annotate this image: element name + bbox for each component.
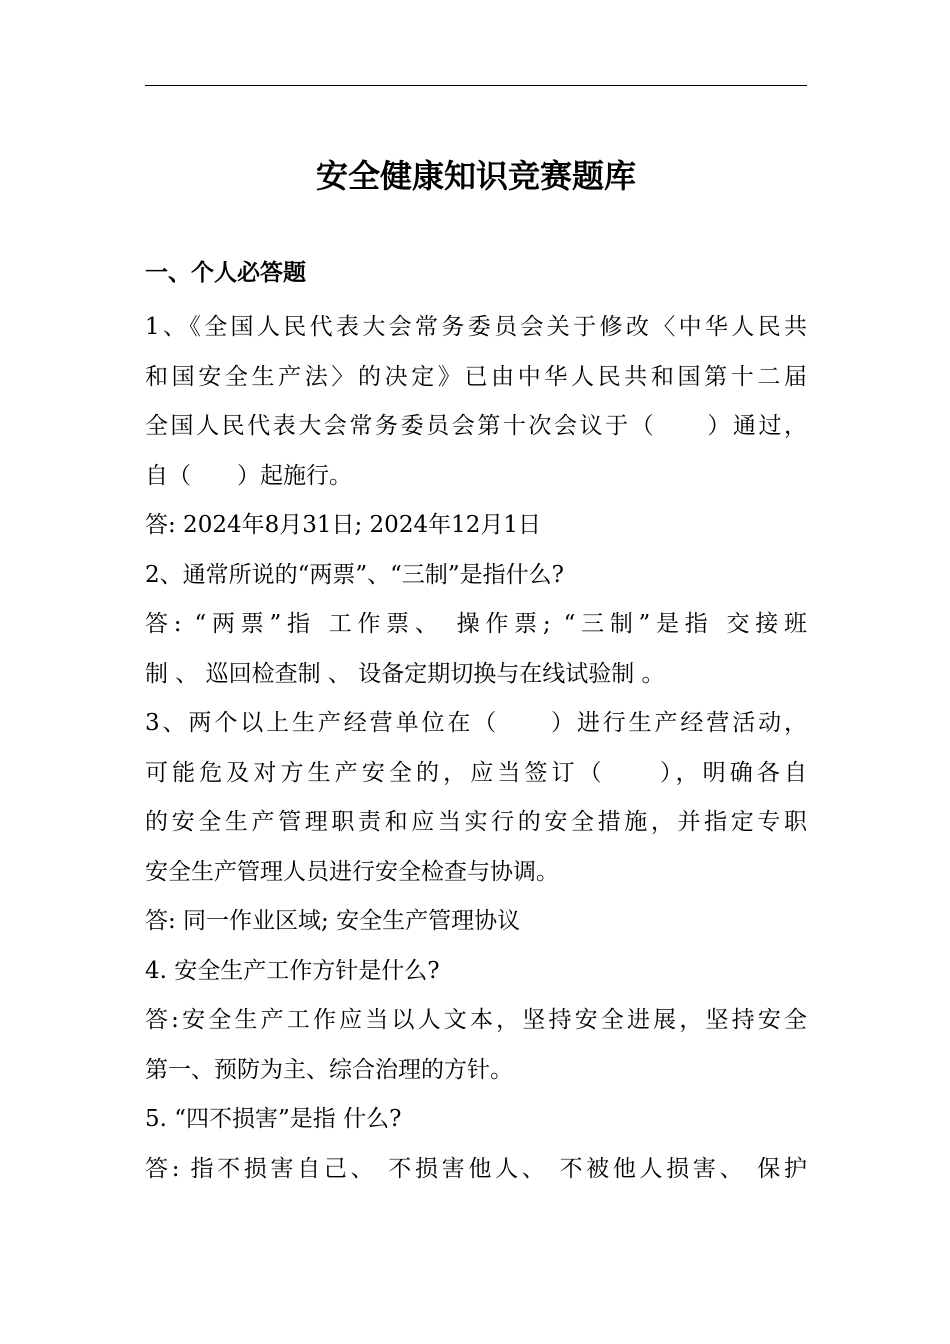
q1-line-4: 自（ ）起施行。 [145,462,352,489]
q3-answer: 答: 同一作业区域; 安全生产管理协议 [145,908,521,934]
q5-line-1: 5. “四不损害”是指 什么? [145,1106,402,1132]
q3-line-2: 可能危及对方生产安全的，应当签订（ ），明确各自 [145,759,807,786]
q2-line-1: 2、通常所说的“两票”、“三制”是指什么? [145,561,564,588]
q4-answer-line-2: 第一、预防为主、综合治理的方针。 [145,1056,513,1083]
q2-answer-line-1: 答: “两票”指 工作票、 操作票; “三制”是指 交接班 [145,611,807,637]
document-body [145,303,807,1194]
section-heading: 一、个人必答题 [145,260,306,286]
q1-line-3: 全国人民代表大会常务委员会第十次会议于（ ）通过， [145,413,807,439]
q4-answer-line-1: 答:安全生产工作应当以人文本，坚持安全进展，坚持安全 [145,1007,807,1033]
q3-line-3: 的安全生产管理职责和应当实行的安全措施，并指定专职 [145,809,807,835]
q4-line-1: 4. 安全生产工作方针是什么? [145,957,440,984]
header-rule [145,85,807,86]
q3-line-1: 3、两个以上生产经营单位在（ ）进行生产经营活动， [145,710,807,736]
q1-line-2: 和国安全生产法〉的决定》已由中华人民共和国第十二届 [145,363,807,390]
q1-answer: 答: 2024年8月31日; 2024年12月1日 [145,512,541,538]
q2-answer-line-2: 制 、 巡回检查制 、 设备定期切换与在线试验制 。 [145,660,665,687]
q5-answer-line-1: 答: 指不损害自己、 不损害他人、 不被他人损害、 保护 [145,1155,807,1182]
q1-line-1: 1、《全国人民代表大会常务委员会关于修改〈中华人民共 [145,314,807,340]
q3-line-4: 安全生产管理人员进行安全检查与协调。 [145,858,559,885]
page-title: 安全健康知识竞赛题库 [315,157,636,195]
